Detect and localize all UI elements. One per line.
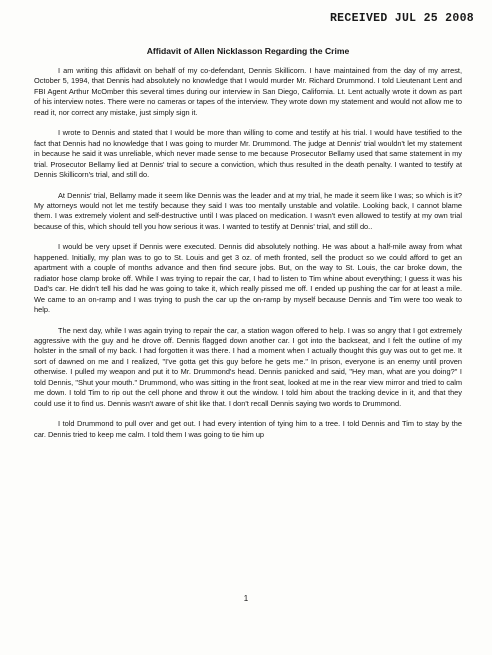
paragraph-4: I would be very upset if Dennis were executed. Dennis did absolutely nothing. He was about a half-mile away from what happened. Initially, my plan was to go to St. Louis and get 3 oz. of meth fronted, sell the product so we could afford to get an apartment with a couple of months advance and then find secure jobs. But, on the way to St. Louis, the car broke down, the radiator hose clamp broke off. While I was trying to repair the car, I had to listen to Tim whine about everything; I guess it was his Dad's car. He didn't tell his dad he was going to take it, which really pissed me off. I ended up pushing the car for at least a mile. We came to an on-ramp and I was trying to push the car up the on-ramp by myself because Dennis and Tim were too weak to help. <box>34 242 462 315</box>
paragraph-1: I am writing this affidavit on behalf of my co-defendant, Dennis Skillicorn. I have maintained from the day of my arrest, October 5, 1994, that Dennis had absolutely no knowledge that I would murder Mr. Richard Drummond. I told Lieutenant Lent and FBI Agent Arthur McOmber this several times during our interview in San Diego, California. Lt. Lent actually wrote it down as part of his interview notes. There were no cameras or tapes of the interview. They wrote down my statement and would not allow me to read it, nor correct any mistake, just simply sign it. <box>34 66 462 117</box>
received-stamp: RECEIVED JUL 25 2008 <box>329 12 474 25</box>
paragraph-2: I wrote to Dennis and stated that I would be more than willing to come and testify at his trial. I would have testified to the fact that Dennis had no knowledge that I was going to murder Mr. Drummond. The judge at Dennis' trial wouldn't let my statement in because he said it was unreliable, which never made sense to me because Prosecutor Bellamy used that same statement in my trial. Prosecutor Bellamy lied at Dennis' trial to secure a conviction, which thus resulted in the death penalty. I wanted to testify at Dennis Skillicorn's trial, and still do. <box>34 128 462 180</box>
document-title: Affidavit of Allen Nicklasson Regarding the Crime <box>146 46 350 56</box>
document-body <box>34 46 462 450</box>
page-number: 1 <box>243 594 249 603</box>
paragraph-6: I told Drummond to pull over and get out. I had every intention of tying him to a tree. I told Dennis and Tim to stay by the car. Dennis tried to keep me calm. I told them I was going to tie him up <box>34 419 462 439</box>
paragraph-5: The next day, while I was again trying to repair the car, a station wagon offered to help. I was so angry that I got extremely aggressive with the guy and he drove off. Dennis flagged down another car. I got into the backseat, and I felt the outline of my holster in the small of my back. I had forgotten it was there. I had a moment when I actually thought this guy was out to get me. It sort of dawned on me and I realized, "I've gotta get this guy before he gets me." In prison, everyone is an enemy until proven otherwise. I pulled my weapon and put it to Mr. Drummond's head. Dennis panicked and said, "Hey man, what are you doing?" I told Dennis, "Shut your mouth." Drummond, who was sitting in the front seat, looked at me in the rear view mirror and tried to calm me down. I told Tim to rip out the cell phone and throw it out the window. I told him about the tracking device in it, and that they could use it to find us. Dennis wasn't aware of shit like that. I don't recall Dennis saying two words to Drummond. <box>34 325 462 408</box>
paragraph-3: At Dennis' trial, Bellamy made it seem like Dennis was the leader and at my trial, he made it seem like I was; so which is it? My attorneys would not let me testify because they said I was too mentally unstable and volatile. Looking back, I cannot blame them. I was extremely violent and self-destructive until I was placed on medication. I wasn't even allowed to testify at my own trial because of this, which should tell you how serious it was. I wanted to testify at Dennis' trial, and still do.. <box>34 190 462 231</box>
